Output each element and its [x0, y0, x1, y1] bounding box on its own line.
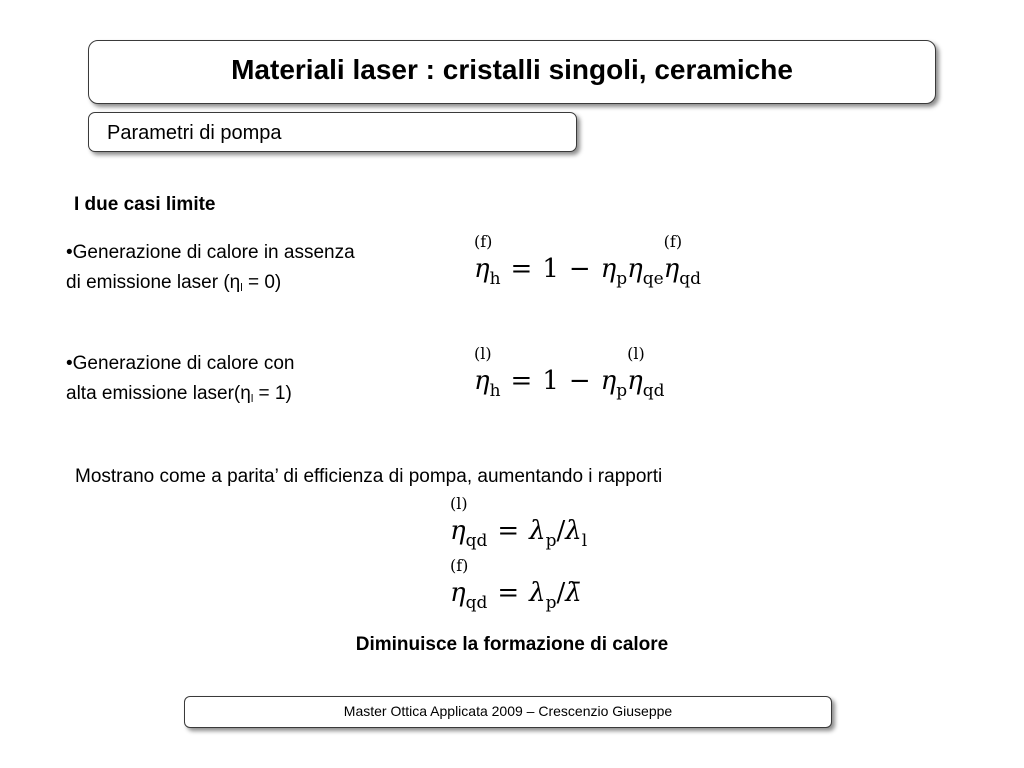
bullet1-line1: •Generazione di calore in assenza — [66, 242, 355, 263]
eq1-t3-sub: qd — [679, 269, 702, 289]
eq1-t3-symbol: η — [663, 254, 680, 284]
ratio2 — [450, 556, 582, 613]
eq2-equals: = — [510, 366, 533, 396]
r1-lhs-sup: (l) — [450, 494, 468, 513]
bullet1-line2 — [66, 268, 281, 303]
eq1-t3-sup: (f) — [663, 232, 683, 251]
eq1-minus: − — [568, 254, 591, 284]
eq2-lhs-sub: h — [489, 381, 501, 401]
r2-num-symbol: λ — [529, 578, 546, 608]
eq2-t2-sub: qd — [642, 381, 665, 401]
footer-text: Master Ottica Applicata 2009 – Crescenzio Giuseppe — [343, 703, 673, 719]
slide-title: Materiali laser : cristalli singoli, ceramiche — [231, 54, 793, 85]
footer-box — [184, 696, 832, 728]
eq2-t1-symbol: η — [600, 366, 617, 396]
eq1-t1-sub: p — [616, 269, 628, 289]
r2-lhs-sup: (f) — [450, 556, 469, 575]
bullet2-line2-pre: alta emissione laser(η — [66, 383, 251, 404]
r2-slash: / — [556, 578, 566, 608]
bullet2-line2-post: = 1) — [253, 383, 292, 404]
subtitle-box — [88, 112, 577, 152]
eq2-lhs-sup: (l) — [474, 344, 492, 363]
section-heading: I due casi limite — [74, 194, 216, 215]
equation1 — [474, 232, 702, 289]
eq2-lhs-symbol: η — [474, 366, 490, 396]
eq1-one: 1 — [542, 254, 559, 284]
eq1-t2-symbol: η — [627, 254, 643, 284]
eq2-t2-symbol: η — [627, 366, 643, 396]
eq2-t2-sup: (l) — [627, 344, 645, 363]
r1-lhs-symbol: η — [450, 516, 466, 546]
r2-lhs-sub: qd — [465, 593, 488, 613]
conclusion: Diminuisce la formazione di calore — [355, 634, 669, 655]
bullet1-line2-post: = 0) — [242, 272, 282, 293]
eq2-t1-sub: p — [616, 381, 628, 401]
eq1-t2-sub: qe — [642, 269, 664, 289]
slide-subtitle: Parametri di pompa — [107, 122, 282, 144]
r1-lhs-sub: qd — [465, 531, 488, 551]
eq1-lhs-symbol: η — [474, 254, 490, 284]
eq1-lhs-sup: (f) — [474, 232, 493, 251]
eq2-minus: − — [568, 366, 591, 396]
r1-slash: / — [556, 516, 566, 546]
bullet2-line2 — [66, 379, 292, 414]
eq1-t1-symbol: η — [600, 254, 617, 284]
ratio1 — [450, 494, 588, 551]
r2-den-symbol: λ̄ — [565, 578, 582, 608]
statement: Mostrano come a parita’ di efficienza di pompa, aumentando i rapporti — [75, 466, 663, 487]
r1-den-sub: l — [581, 531, 588, 551]
bullet2-line1: •Generazione di calore con — [66, 353, 295, 374]
eq2-one: 1 — [542, 366, 559, 396]
r1-num-symbol: λ — [529, 516, 546, 546]
bullet1-line2-sub: l — [240, 282, 243, 294]
bullet2-line2-sub: l — [250, 393, 254, 405]
r1-den-symbol: λ — [565, 516, 582, 546]
r2-equals: = — [497, 578, 520, 608]
eq1-lhs-sub: h — [489, 269, 501, 289]
title-box — [88, 40, 936, 104]
r2-lhs-symbol: η — [450, 578, 466, 608]
r1-equals: = — [497, 516, 520, 546]
r2-num-sub: p — [545, 593, 557, 613]
equation2 — [474, 344, 665, 401]
bullet1-line2-pre: di emissione laser (η — [66, 272, 241, 293]
eq1-equals: = — [510, 254, 533, 284]
r1-num-sub: p — [545, 531, 557, 551]
